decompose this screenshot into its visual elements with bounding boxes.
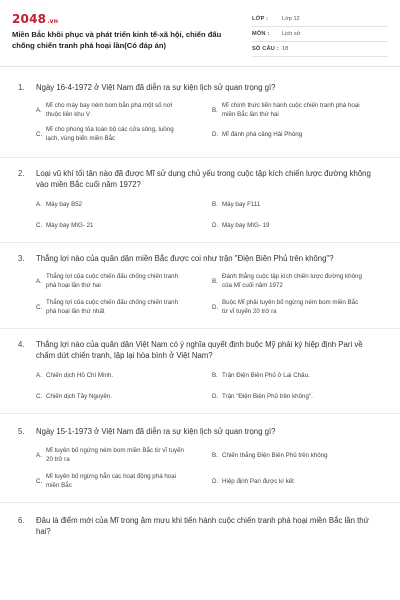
option-letter: D. <box>212 222 219 229</box>
option-d[interactable] <box>212 472 382 490</box>
question-text <box>18 339 382 361</box>
option-text: Trận Điện Biên Phủ ở Lai Châu. <box>222 372 310 379</box>
option-a[interactable] <box>36 446 206 464</box>
option-text: Mĩ tuyên bố ngừng hẳn các hoạt động phá hoại miền Bắc <box>46 473 177 489</box>
option-letter: C. <box>36 130 43 138</box>
option-d[interactable] <box>212 125 382 143</box>
option-b[interactable] <box>212 446 382 464</box>
option-c[interactable] <box>36 125 206 143</box>
option-text: Máy bay B52 <box>46 201 83 208</box>
option-c[interactable] <box>36 221 206 230</box>
question-text <box>18 82 382 93</box>
option-letter: D. <box>212 393 219 400</box>
meta-value: Lịch sử <box>282 31 301 37</box>
option-letter: A. <box>36 277 42 285</box>
option-letter: D. <box>212 130 219 138</box>
option-grid <box>18 101 382 143</box>
option-letter: B. <box>212 277 218 285</box>
option-b[interactable] <box>212 101 382 119</box>
meta-key: SỐ CÂU : <box>252 46 279 52</box>
meta-row-subject <box>252 27 388 42</box>
option-letter: C. <box>36 222 43 229</box>
option-text: Chiến dịch Hồ Chí Minh. <box>46 372 114 379</box>
question-text <box>18 426 382 437</box>
meta-info <box>252 12 388 57</box>
option-text: Thắng lợi của cuộc chiến đấu chống chiến tranh phá hoại lần thứ hai <box>46 273 179 289</box>
option-b[interactable] <box>212 371 382 380</box>
option-letter: D. <box>212 477 219 485</box>
option-d[interactable] <box>212 221 382 230</box>
option-b[interactable] <box>212 200 382 209</box>
option-letter: B. <box>212 201 218 208</box>
option-text: Đánh thắng cuộc tập kích chiến lược đường không của Mĩ cuối năm 1972 <box>222 273 362 289</box>
option-text: Trận "Điện Biên Phủ trên không". <box>222 393 313 400</box>
option-c[interactable] <box>36 298 206 316</box>
option-grid <box>18 371 382 401</box>
question-text <box>18 168 382 190</box>
site-logo[interactable] <box>12 12 58 26</box>
document-title: Miền Bắc khôi phục và phát triển kinh tế-xã hội, chiến đấu chống chiến tranh phá hoại lần(Có đáp án) <box>12 30 222 50</box>
option-a[interactable] <box>36 272 206 290</box>
option-c[interactable] <box>36 392 206 401</box>
question-body: Ngày 16-4-1972 ở Việt Nam đã diễn ra sự kiện lịch sử quan trọng gì? <box>36 83 276 92</box>
question-body: Thắng lợi nào của quân dân Việt Nam có ý nghĩa quyết định buộc Mỹ phải ký hiệp định Pari về chấm dứt chiến tranh, lập lại hòa bình ở Việt Nam? <box>36 340 363 360</box>
meta-value: 18 <box>282 46 289 52</box>
question-6 <box>0 503 400 537</box>
meta-row-count <box>252 42 388 57</box>
question-body: Loại vũ khí tối tân nào đã được Mĩ sử dụng chủ yếu trong cuộc tập kích chiến lược đường không vào miền Bắc cuối năm 1972? <box>36 169 371 189</box>
option-text: Mĩ đánh phá cảng Hải Phòng <box>222 130 303 138</box>
question-number: 6. <box>18 516 25 525</box>
option-text: Mĩ chính thức tiến hành cuộc chiến tranh phá hoại miền Bắc lần thứ hai <box>222 102 360 118</box>
option-text: Mĩ cho phong tỏa toàn bộ các cửa sông, luồng lạch, vùng biển miền Bắc <box>46 126 174 142</box>
option-a[interactable] <box>36 371 206 380</box>
option-letter: C. <box>36 303 43 311</box>
option-text: Mĩ cho máy bay ném bom bắn phá một số nơi thuộc liên khu V <box>46 102 173 118</box>
option-letter: A. <box>36 372 42 379</box>
meta-key: LỚP : <box>252 16 269 22</box>
question-number: 5. <box>18 427 25 436</box>
option-text: Buộc Mĩ phải tuyên bố ngừng ném bom miền Bắc từ vĩ tuyến 20 trở ra <box>222 299 359 315</box>
option-grid <box>18 200 382 230</box>
option-text: Mĩ tuyên bố ngừng ném bom miền Bắc từ vĩ tuyến 20 trở ra <box>46 447 184 463</box>
question-number: 3. <box>18 254 25 263</box>
option-text: Máy bay F111 <box>222 201 261 208</box>
option-a[interactable] <box>36 200 206 209</box>
option-letter: B. <box>212 372 218 379</box>
meta-key: MÔN : <box>252 31 270 37</box>
option-letter: C. <box>36 477 43 485</box>
option-d[interactable] <box>212 298 382 316</box>
option-grid <box>18 446 382 490</box>
question-body: Đâu là điểm mới của Mĩ trong âm mưu khi tiến hành cuộc chiến tranh phá hoại miền Bắc lần thứ hai? <box>36 516 369 536</box>
page-header <box>0 0 400 62</box>
option-a[interactable] <box>36 101 206 119</box>
question-list <box>0 68 400 537</box>
option-d[interactable] <box>212 392 382 401</box>
option-text: Chiến dịch Tây Nguyên. <box>46 393 112 400</box>
option-letter: D. <box>212 303 219 311</box>
question-1 <box>0 68 400 143</box>
option-b[interactable] <box>212 272 382 290</box>
question-4 <box>0 329 400 401</box>
question-number: 4. <box>18 340 25 349</box>
logo-text: 2048 <box>12 12 47 26</box>
option-letter: A. <box>36 106 42 114</box>
option-text: Hiệp định Pari được kí kết <box>222 477 294 485</box>
meta-value: Lớp 12 <box>282 16 300 22</box>
option-c[interactable] <box>36 472 206 490</box>
question-5 <box>0 414 400 490</box>
question-text <box>18 515 382 537</box>
question-number: 1. <box>18 83 25 92</box>
option-letter: A. <box>36 201 42 208</box>
meta-row-class <box>252 12 388 27</box>
option-text: Thắng lợi của cuộc chiến đấu chống chiến tranh phá hoại lần thứ nhất <box>46 299 179 315</box>
question-3 <box>0 243 400 316</box>
logo-suffix: .vn <box>47 18 59 25</box>
option-letter: A. <box>36 451 42 459</box>
option-letter: C. <box>36 393 43 400</box>
option-letter: B. <box>212 451 218 459</box>
option-letter: B. <box>212 106 218 114</box>
question-text <box>18 253 382 264</box>
header-divider <box>0 66 400 67</box>
option-text: Máy bay MIG- 19 <box>222 222 270 229</box>
question-number: 2. <box>18 169 25 178</box>
option-grid <box>18 272 382 316</box>
question-2 <box>0 158 400 230</box>
option-text: Máy bay MIG- 21 <box>46 222 94 229</box>
question-body: Thắng lợi nào của quân dân miền Bắc được coi như trận "Điện Biên Phủ trên không"? <box>36 254 334 263</box>
question-body: Ngày 15-1-1973 ở Việt Nam đã diễn ra sự kiện lịch sử quan trọng gì? <box>36 427 276 436</box>
option-text: Chiến thắng Điện Biên Phủ trên không <box>222 451 328 459</box>
